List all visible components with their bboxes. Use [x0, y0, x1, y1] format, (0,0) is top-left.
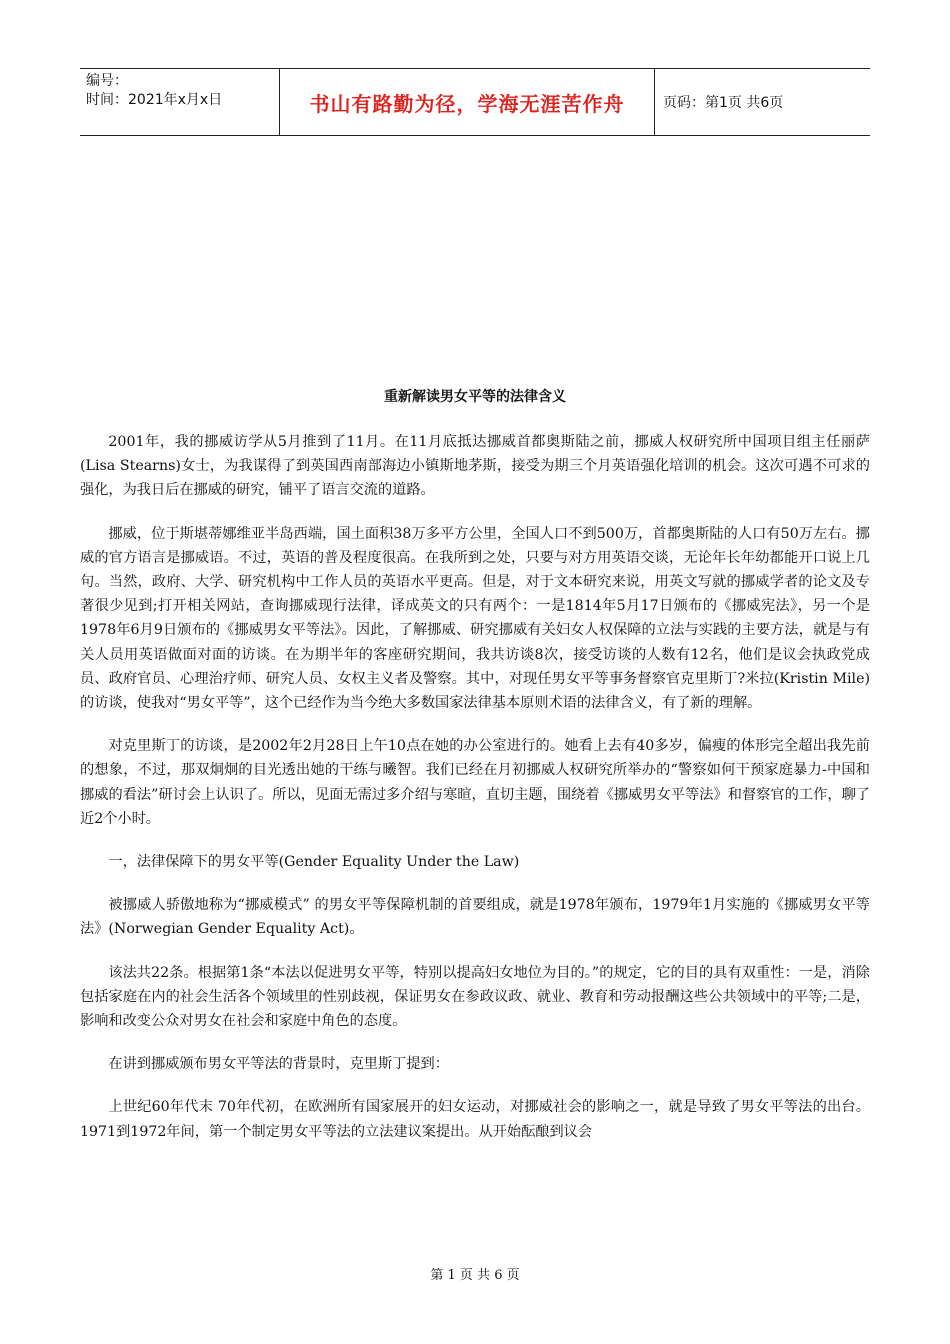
section-heading: 一，法律保障下的男女平等(Gender Equality Under the Law)	[108, 854, 520, 871]
paragraph: 2001年，我的挪威访学从5月推到了11月。在11月底抵达挪威首都奥斯陆之前，挪威人权研究所中国项目组主任丽萨(Lisa Stearns)女士，为我谋得了到英国西南部海边小镇斯地茅斯，接受为期三个月英语强化培训的机会。这次可遇不可求的强化，为我日后在挪威的研究，铺平了语言交流的道路。	[80, 434, 870, 499]
paragraph: 对克里斯丁的访谈，是2002年2月28日上午10点在她的办公室进行的。她看上去有40多岁，偏瘦的体形完全超出我先前的想象，不过，那双炯炯的目光透出她的干练与曦智。我们已经在月初挪威人权研究所举办的“警察如何干预家庭暴力-中国和挪威的看法”研讨会上认识了。所以，见面无需过多介绍与寒暄，直切主题，围绕着《挪威男女平等法》和督察官的工作，聊了近2个小时。	[80, 738, 870, 827]
page-footer: 第 1 页 共 6 页	[430, 1268, 520, 1283]
document-title: 重新解读男女平等的法律含义	[384, 389, 566, 405]
paragraph: 挪威，位于斯堪蒂娜维亚半岛西端，国土面积38万多平方公里，全国人口不到500万，首都奥斯陆的人口有50万左右。挪威的官方语言是挪威语。不过，英语的普及程度很高。在我所到之处，只要与对方用英语交谈，无论年长年幼都能开口说上几句。当然，政府、大学、研究机构中工作人员的英语水平更高。但是，对于文本研究来说，用英文写就的挪威学者的论文及专著很少见到;打开相关网站，查询挪威现行法律，译成英文的只有两个：一是1814年5月17日颁布的《挪威宪法》，另一个是1978年6月9日颁布的《挪威男女平等法》。因此，了解挪威、研究挪威有关妇女人权保障的立法与实践的主要方法，就是与有关人员用英语做面对面的访谈。在为期半年的客座研究期间，我共访谈8次，接受访谈的人数有12名，他们是议会执政党成员、政府官员、心理治疗师、研究人员、女权主义者及警察。其中，对现任男女平等事务督察官克里斯丁?米拉(Kristin Mile)的访谈，使我对“男女平等”，这个已经作为当今绝大多数国家法律基本原则术语的法律含义，有了新的理解。	[80, 525, 870, 712]
page-label: 页码：第1页 共6页	[663, 95, 784, 111]
paragraph: 在讲到挪威颁布男女平等法的背景时，克里斯丁提到：	[108, 1056, 449, 1073]
header-table	[80, 68, 870, 136]
paragraph: 该法共22条。根据第1条“本法以促进男女平等，特别以提高妇女地位为目的。”的规定，它的目的具有双重性：一是，消除包括家庭在内的社会生活各个领域里的性别歧视，保证男女在参政议政、就业、教育和劳动报酬这些公共领域中的平等;二是，影响和改变公众对男女在社会和家庭中角色的态度。	[80, 964, 870, 1030]
paragraph: 上世纪60年代末 70年代初，在欧洲所有国家展开的妇女运动，对挪威社会的影响之一，就是导致了男女平等法的出台。1971到1972年间，第一个制定男女平等法的立法建议案提出。从开始酝酿到议会	[80, 1099, 870, 1140]
code-label: 编号：	[86, 73, 128, 89]
motto: 书山有路勤为径，学海无涯苦作舟	[280, 69, 655, 135]
header-info-cell	[80, 69, 280, 135]
date-label: 时间：2021年x月x日	[86, 92, 223, 108]
document-body	[80, 430, 870, 1163]
paragraph: 被挪威人骄傲地称为“挪威模式” 的男女平等保障机制的首要组成，就是1978年颁布，1979年1月实施的《挪威男女平等法》(Norwegian Gender Equality Act)。	[80, 897, 870, 938]
